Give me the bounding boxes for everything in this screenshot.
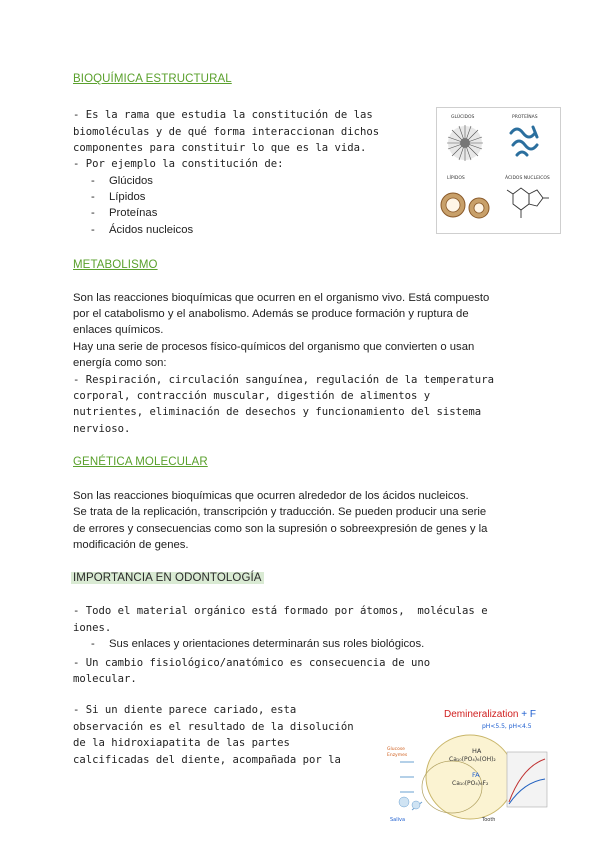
text-line: iones. [73,622,112,634]
text-line: modificación de genes. [73,539,189,551]
text-line: Hay una serie de procesos físico-químicos del organismo que convierten o usan [73,341,475,353]
label-lipidos: LÍPIDOS [447,176,465,181]
list-item: - Glúcidos [91,175,153,187]
text-line: - Un cambio fisiológico/anatómico es consecuencia de uno [73,657,431,669]
text-line: energía como son: [73,357,167,369]
text-line: - Es la rama que estudia la constitución de las [73,109,373,121]
biomolecules-figure [436,107,561,234]
fa-label: FA [472,771,480,779]
text-line: nervioso. [73,423,131,435]
text-line: Son las reacciones bioquímicas que ocurren alrededor de los ácidos nucleicos. [73,490,469,502]
text-line: calcificadas del diente, acompañada por la [73,754,341,766]
tooth-label: Tooth [482,817,496,823]
text-line: corporal, contracción muscular, digestión de alimentos y [73,390,431,402]
text-line: nutrientes, eliminación de desechos y funcionamiento del sistema [73,406,482,418]
text-line: biomoléculas y de qué forma interaccionan dichos [73,126,380,138]
biomolecules-illustration [437,108,560,233]
list-item: - Ácidos nucleicos [91,224,194,236]
text-line: molecular. [73,673,137,685]
label-glucidos: GLÚCIDOS [451,115,475,120]
ha-formula: Ca₁₀(PO₄)₆(OH)₂ [449,756,496,763]
ha-label: HA [472,747,482,755]
demineralization-figure [382,707,560,827]
heading-bioquimica: BIOQUÍMICA ESTRUCTURAL [73,73,232,85]
fa-formula: Ca₁₀(PO₄)₆F₂ [452,780,489,787]
text-line: de la hidroxiapatita de las partes [73,737,290,749]
text-line: por el catabolismo y el anabolismo. Además se produce formación y ruptura de [73,308,469,320]
text-line: observación es el resultado de la disolución [73,721,354,733]
text-line: Son las reacciones bioquímicas que ocurren en el organismo vivo. Está compuesto [73,292,490,304]
enzymes-label: Enzymes [387,753,408,758]
demineralization-title: Demineralization + F [444,709,536,720]
text-line: enlaces químicos. [73,324,164,336]
text-line: - Si un diente parece cariado, esta [73,704,297,716]
text-line: - Respiración, circulación sanguínea, regulación de la temperatura [73,374,494,386]
list-item: - Sus enlaces y orientaciones determinarán sus roles biológicos. [91,638,425,650]
glucose-label: Glucose [387,747,405,752]
text-line: de errores y consecuencias como son la supresión o sobreexpresión de genes y la [73,523,488,535]
text-line: Se trata de la replicación, transcripción y traducción. Se pueden producir una serie [73,506,487,518]
label-proteinas: PROTEÍNAS [512,115,538,120]
text-line: componentes para constituir lo que es la vida. [73,142,367,154]
text-line: - Todo el material orgánico está formado por átomos, moléculas e [73,605,488,617]
list-item: - Lípidos [91,191,146,203]
heading-genetica: GENÉTICA MOLECULAR [73,456,208,468]
list-item: - Proteínas [91,207,158,219]
text-line: - Por ejemplo la constitución de: [73,158,284,170]
demineralization-diagram [382,707,560,827]
label-acidos-nucleicos: ÁCIDOS NUCLEICOS [505,176,550,181]
heading-metabolismo: METABOLISMO [73,259,158,271]
saliva-label: Saliva [390,817,406,823]
ph-label: pH<5.5, pH<4.5 [482,723,532,730]
heading-importancia: IMPORTANCIA EN ODONTOLOGÍA [73,572,262,584]
